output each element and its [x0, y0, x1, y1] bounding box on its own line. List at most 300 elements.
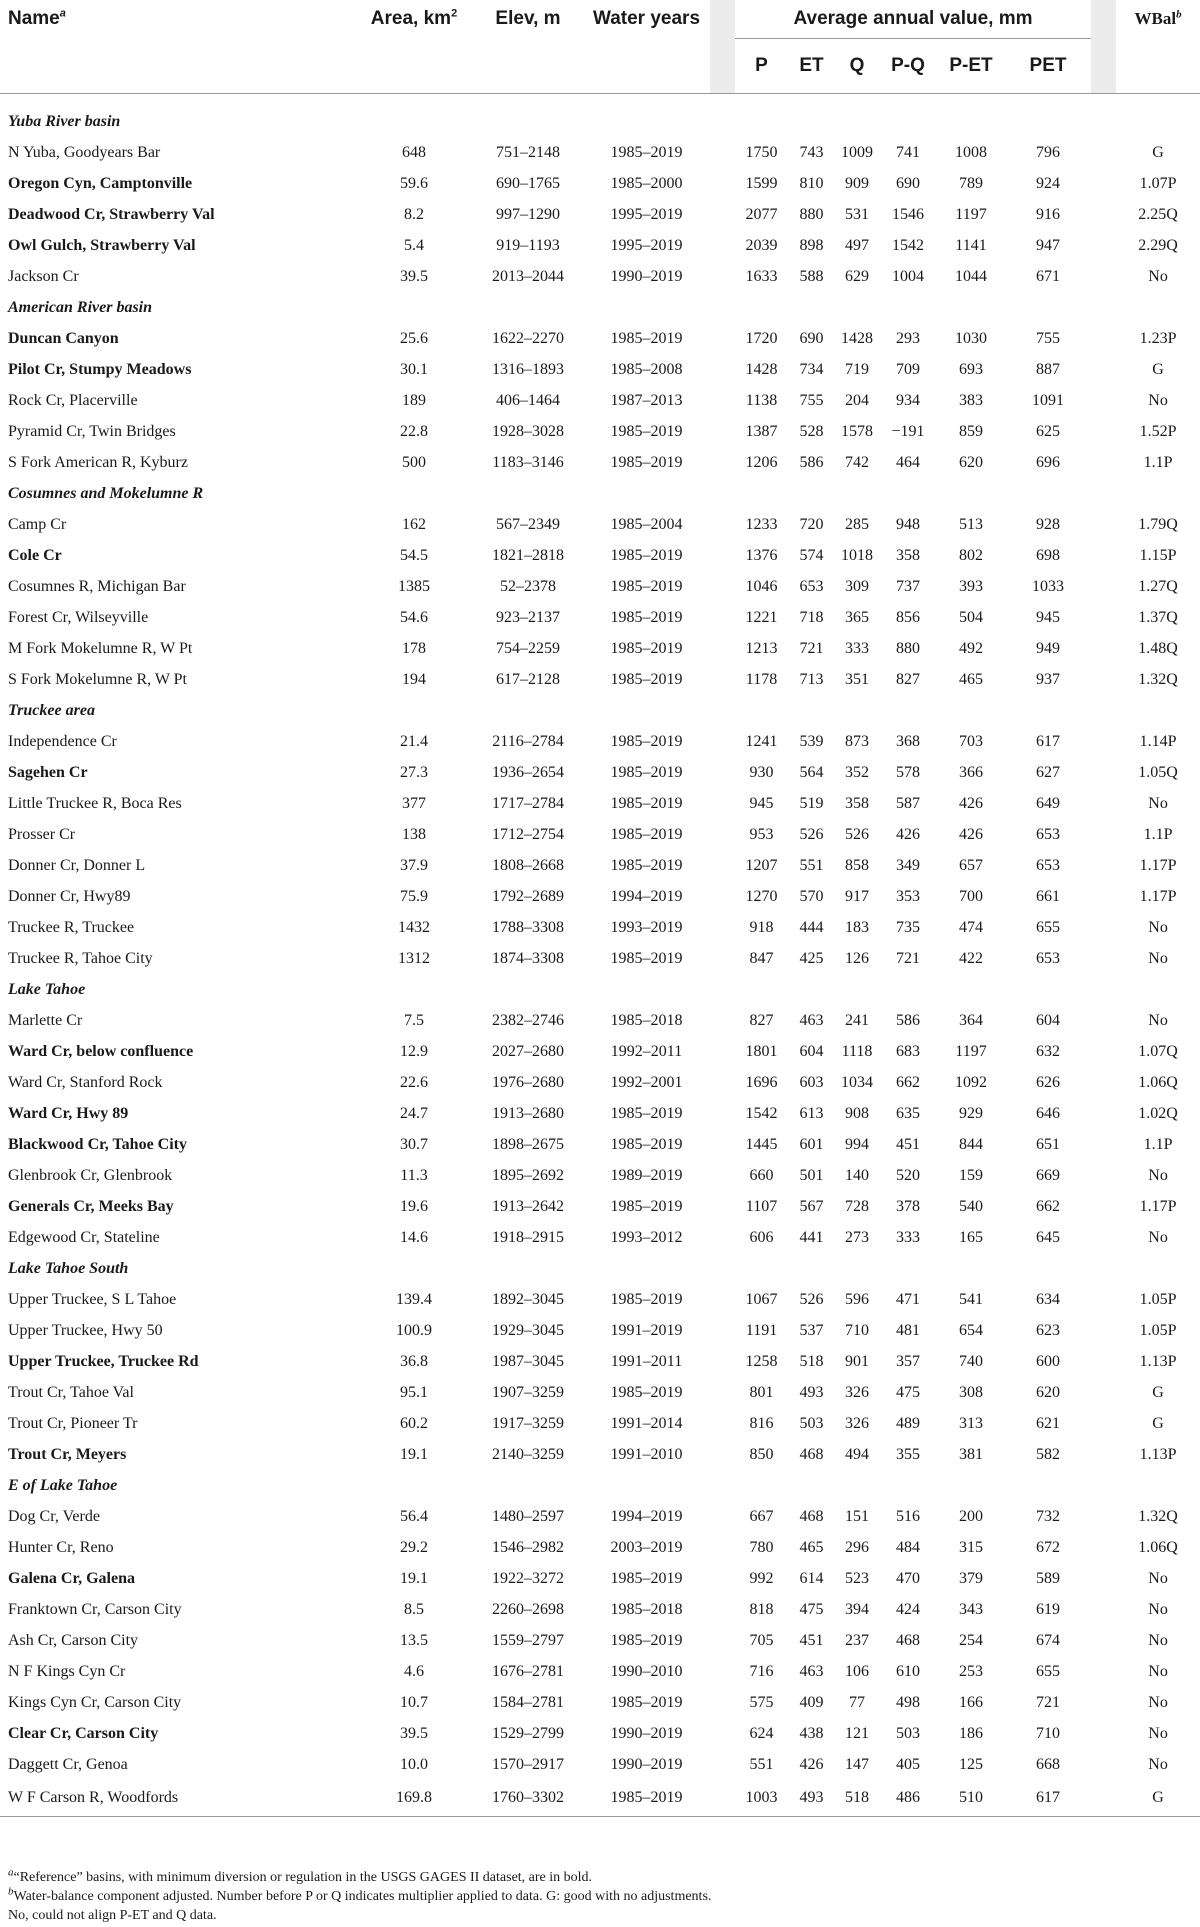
p-cell: 1067 [745, 1290, 778, 1308]
basin-name-cell: Independence Cr [8, 732, 117, 750]
wbal-cell: 1.23P [1139, 329, 1177, 347]
years-cell: 1985–2019 [610, 453, 683, 471]
area-cell: 162 [402, 515, 426, 533]
years-cell: 1985–2019 [610, 422, 683, 440]
years-cell: 1993–2019 [610, 918, 683, 936]
elev-cell: 1546–2982 [492, 1538, 564, 1556]
elev-cell: 1913–2642 [492, 1197, 564, 1215]
p-et-cell: 393 [959, 577, 983, 595]
column-gap [1091, 1594, 1116, 1625]
column-gap [710, 881, 735, 912]
years-cell: 1991–2010 [610, 1445, 683, 1463]
p-et-cell: 541 [959, 1290, 983, 1308]
column-gap [1091, 819, 1116, 850]
elev-cell: 1717–2784 [492, 794, 564, 812]
section-title: Truckee area [8, 701, 95, 719]
col-header-et: ET [788, 39, 835, 94]
area-cell: 27.3 [400, 763, 428, 781]
col-header-p-q: P-Q [879, 39, 937, 94]
elev-cell: 1929–3045 [492, 1321, 564, 1339]
q-cell: 1118 [841, 1042, 873, 1060]
table-row [0, 1532, 1200, 1563]
column-gap [1091, 1222, 1116, 1253]
p-cell: 1207 [745, 856, 778, 874]
wbal-cell: 2.29Q [1138, 236, 1178, 254]
elev-cell: 754–2259 [496, 639, 560, 657]
p-q-cell: 1004 [892, 267, 924, 285]
basin-name-cell: Upper Truckee, Truckee Rd [8, 1352, 199, 1370]
basin-name-cell: Franktown Cr, Carson City [8, 1600, 182, 1618]
wbal-cell: No [1148, 267, 1168, 285]
years-cell: 1985–2018 [610, 1011, 683, 1029]
et-cell: 690 [799, 329, 824, 347]
et-cell: 653 [799, 577, 824, 595]
et-cell: 493 [799, 1383, 824, 1401]
pet-cell: 617 [1005, 1780, 1091, 1817]
elev-cell: 1529–2799 [492, 1724, 564, 1742]
years-cell: 1990–2019 [610, 1724, 683, 1742]
section-header-row [0, 1470, 1200, 1501]
years-cell: 2003–2019 [610, 1538, 683, 1556]
area-cell: 8.5 [404, 1600, 424, 1618]
column-gap [710, 199, 735, 230]
p-q-cell: 516 [896, 1507, 920, 1525]
years-cell: 1994–2019 [610, 887, 683, 905]
basin-name-cell: Glenbrook Cr, Glenbrook [8, 1166, 173, 1184]
years-cell: 1985–2019 [610, 732, 683, 750]
q-cell: 147 [845, 1755, 869, 1773]
basin-name-cell: N F Kings Cyn Cr [8, 1662, 126, 1680]
table-row [0, 354, 1200, 385]
elev-cell: 1936–2654 [492, 763, 564, 781]
years-cell: 1990–2010 [610, 1662, 683, 1680]
years-cell: 1985–2019 [610, 794, 683, 812]
table-row [0, 1160, 1200, 1191]
p-q-cell: 610 [896, 1662, 920, 1680]
column-gap [1091, 416, 1116, 447]
p-et-cell: 1092 [955, 1073, 987, 1091]
p-cell: 1750 [745, 143, 778, 161]
wbal-cell: No [1148, 1724, 1168, 1742]
pet-cell: 1033 [1032, 577, 1065, 595]
p-q-cell: 934 [896, 391, 920, 409]
years-cell: 1990–2019 [610, 267, 683, 285]
p-cell: 1178 [745, 670, 778, 688]
p-et-cell: 700 [959, 887, 983, 905]
years-cell: 1991–2011 [610, 1352, 683, 1370]
q-cell: 596 [845, 1290, 869, 1308]
area-cell: 39.5 [400, 1724, 428, 1742]
p-et-cell: 364 [959, 1011, 983, 1029]
p-cell: 953 [749, 825, 774, 843]
table-row [0, 1718, 1200, 1749]
elev-cell: 406–1464 [496, 391, 560, 409]
wbal-cell: 1.79Q [1138, 515, 1178, 533]
area-cell: 139.4 [396, 1290, 432, 1308]
years-cell: 1985–2000 [610, 174, 683, 192]
p-cell: 1191 [745, 1321, 778, 1339]
basin-name-cell: Cosumnes R, Michigan Bar [8, 577, 186, 595]
wbal-cell: 1.1P [1143, 1135, 1173, 1153]
basin-name-cell: Generals Cr, Meeks Bay [8, 1197, 174, 1215]
q-cell: 901 [845, 1352, 869, 1370]
p-et-cell: 789 [959, 174, 983, 192]
p-cell: 945 [749, 794, 774, 812]
section-title: Cosumnes and Mokelumne R [8, 484, 204, 502]
header-row-1 [0, 0, 1200, 39]
p-cell: 847 [749, 949, 774, 967]
years-cell: 1985–2008 [610, 360, 683, 378]
column-gap [710, 819, 735, 850]
wbal-cell: No [1148, 918, 1168, 936]
table-row [0, 1098, 1200, 1129]
pet-cell: 937 [1036, 670, 1061, 688]
years-cell: 1985–2019 [610, 329, 683, 347]
basin-name-cell: Donner Cr, Hwy89 [8, 887, 131, 905]
p-et-cell: 504 [959, 608, 983, 626]
p-cell: 1599 [745, 174, 778, 192]
basin-name-cell: Trout Cr, Pioneer Tr [8, 1414, 138, 1432]
area-cell: 10.0 [400, 1755, 428, 1773]
wbal-cell: No [1148, 1755, 1168, 1773]
p-et-cell: 186 [959, 1724, 983, 1742]
p-q-cell: 735 [896, 918, 920, 936]
elev-cell: 617–2128 [496, 670, 560, 688]
p-et-cell: 254 [959, 1631, 983, 1649]
column-gap [710, 540, 735, 571]
column-gap [710, 664, 735, 695]
q-cell: 497 [845, 236, 869, 254]
basin-name-cell: Prosser Cr [8, 825, 76, 843]
wbal-cell: 1.15P [1139, 546, 1177, 564]
years-cell: 1985–2019 [610, 1569, 683, 1587]
q-cell: 183 [845, 918, 869, 936]
table-row [0, 943, 1200, 974]
q-cell: 204 [845, 391, 869, 409]
p-et-cell: 1030 [955, 329, 987, 347]
q-cell: 728 [845, 1197, 869, 1215]
footnote-a [8, 1866, 593, 1887]
p-q-cell: 471 [896, 1290, 920, 1308]
p-cell: 551 [749, 1755, 774, 1773]
table-row [0, 912, 1200, 943]
elev-cell: 1788–3308 [492, 918, 564, 936]
et-cell: 475 [799, 1600, 824, 1618]
wbal-cell: 1.05P [1139, 1321, 1177, 1339]
p-et-cell: 379 [959, 1569, 983, 1587]
pet-cell: 653 [1036, 949, 1061, 967]
p-et-cell: 703 [959, 732, 983, 750]
table-row [0, 261, 1200, 292]
p-q-cell: 424 [896, 1600, 920, 1618]
column-gap [1091, 1501, 1116, 1532]
et-cell: 588 [799, 267, 824, 285]
table-row [0, 1625, 1200, 1656]
years-cell: 1995–2019 [610, 236, 683, 254]
p-et-cell: 313 [959, 1414, 983, 1432]
column-gap [1091, 509, 1116, 540]
wbal-cell: No [1148, 1662, 1168, 1680]
p-cell: 780 [749, 1538, 774, 1556]
p-et-cell: 381 [959, 1445, 983, 1463]
q-cell: 273 [845, 1228, 869, 1246]
area-cell: 21.4 [400, 732, 428, 750]
table-row [0, 137, 1200, 168]
table-row [0, 168, 1200, 199]
pet-cell: 619 [1036, 1600, 1061, 1618]
basin-name-cell: Daggett Cr, Genoa [8, 1755, 128, 1773]
p-cell: 1696 [745, 1073, 778, 1091]
footnote-text: “Reference” basins, with minimum diversion or regulation in the USGS GAGES II dataset, are in bold. [13, 1870, 593, 1885]
basin-name-cell: Jackson Cr [8, 267, 79, 285]
p-q-cell: 503 [896, 1724, 920, 1742]
elev-cell: 2260–2698 [492, 1600, 564, 1618]
basin-name-cell: Marlette Cr [8, 1011, 83, 1029]
basin-name-cell: Rock Cr, Placerville [8, 391, 138, 409]
et-cell: 468 [799, 1507, 824, 1525]
p-cell: 716 [749, 1662, 774, 1680]
q-cell: 629 [845, 267, 869, 285]
area-cell: 194 [402, 670, 426, 688]
table-body [0, 106, 1200, 1817]
area-cell: 500 [402, 453, 426, 471]
years-cell: 1985–2019 [610, 1693, 683, 1711]
col-header-name [0, 0, 355, 39]
wbal-cell: No [1148, 391, 1168, 409]
p-et-cell: 253 [959, 1662, 983, 1680]
wbal-cell: No [1148, 949, 1168, 967]
elev-cell: 1760–3302 [473, 1780, 583, 1817]
basin-name-cell: Upper Truckee, S L Tahoe [8, 1290, 177, 1308]
p-et-cell: 366 [959, 763, 983, 781]
p-cell: 1107 [745, 1197, 778, 1215]
years-cell: 1985–2019 [610, 546, 683, 564]
elev-cell: 919–1193 [496, 236, 560, 254]
column-gap [1091, 1098, 1116, 1129]
area-cell: 100.9 [396, 1321, 432, 1339]
p-cell: 827 [749, 1011, 774, 1029]
area-cell: 5.4 [404, 236, 424, 254]
column-gap [710, 850, 735, 881]
q-cell: 106 [845, 1662, 869, 1680]
header-gap [710, 0, 735, 39]
wbal-footnote-marker: b [1176, 8, 1182, 21]
column-gap [710, 509, 735, 540]
column-gap [710, 1005, 735, 1036]
years-cell: 1985–2019 [610, 949, 683, 967]
p-q-cell: 721 [896, 949, 920, 967]
column-gap [1091, 1780, 1116, 1817]
column-gap [710, 602, 735, 633]
column-gap [710, 1160, 735, 1191]
p-q-cell: 484 [896, 1538, 920, 1556]
p-et-cell: 1044 [955, 267, 987, 285]
table-row [0, 1346, 1200, 1377]
basin-name-cell: Pyramid Cr, Twin Bridges [8, 422, 176, 440]
p-q-cell: 426 [896, 825, 920, 843]
column-gap [1091, 1067, 1116, 1098]
p-q-cell: 587 [896, 794, 920, 812]
pet-cell: 924 [1036, 174, 1061, 192]
pet-cell: 947 [1036, 236, 1061, 254]
q-cell: 121 [845, 1724, 869, 1742]
p-cell: 1213 [745, 639, 778, 657]
p-cell: 1046 [745, 577, 778, 595]
p-q-cell: 464 [896, 453, 920, 471]
column-gap [710, 354, 735, 385]
elev-cell: 1622–2270 [492, 329, 564, 347]
column-gap [710, 1749, 735, 1780]
column-gap [1091, 323, 1116, 354]
section-title: Lake Tahoe [8, 980, 86, 998]
wbal-cell: G [1152, 360, 1164, 378]
q-cell: 241 [845, 1011, 869, 1029]
table-row [0, 1563, 1200, 1594]
years-cell: 1985–2019 [610, 608, 683, 626]
basin-name-cell: Duncan Canyon [8, 329, 119, 347]
column-gap [1091, 757, 1116, 788]
pet-cell: 649 [1036, 794, 1061, 812]
et-cell: 570 [799, 887, 824, 905]
et-cell: 713 [799, 670, 824, 688]
column-gap [1091, 1284, 1116, 1315]
q-cell: 526 [845, 825, 869, 843]
column-gap [1091, 1625, 1116, 1656]
col-header-pet: PET [1005, 39, 1091, 94]
elev-cell: 1570–2917 [492, 1755, 564, 1773]
elev-cell: 1183–3146 [492, 453, 564, 471]
area-cell: 13.5 [400, 1631, 428, 1649]
pet-cell: 674 [1036, 1631, 1061, 1649]
p-cell: 1376 [745, 546, 778, 564]
p-cell: 1801 [745, 1042, 778, 1060]
basin-name-cell: Upper Truckee, Hwy 50 [8, 1321, 163, 1339]
col-header-years: Water years [592, 8, 701, 30]
elev-cell: 1907–3259 [492, 1383, 564, 1401]
column-gap [1091, 1687, 1116, 1718]
table-row [0, 1408, 1200, 1439]
p-et-cell: 165 [959, 1228, 983, 1246]
basin-name-cell: Kings Cyn Cr, Carson City [8, 1693, 182, 1711]
table-row [0, 881, 1200, 912]
wbal-cell: 1.06Q [1138, 1538, 1178, 1556]
col-header-p-et: P-ET [937, 39, 1005, 94]
p-et-cell: 1197 [955, 205, 987, 223]
section-title: American River basin [8, 298, 153, 316]
pet-cell: 653 [1036, 825, 1061, 843]
years-cell: 1985–2019 [610, 639, 683, 657]
area-cell: 19.1 [400, 1569, 428, 1587]
et-cell: 526 [799, 1290, 824, 1308]
pet-cell: 655 [1036, 918, 1061, 936]
p-et-cell: 125 [959, 1755, 983, 1773]
column-gap [1091, 1749, 1116, 1780]
area-cell: 1432 [398, 918, 430, 936]
table-row [0, 1315, 1200, 1346]
p-et-cell: 693 [959, 360, 983, 378]
pet-cell: 698 [1036, 546, 1061, 564]
area-cell: 377 [402, 794, 426, 812]
elev-cell: 1559–2797 [492, 1631, 564, 1649]
column-gap [1091, 788, 1116, 819]
p-et-cell: 513 [959, 515, 983, 533]
pet-cell: 655 [1036, 1662, 1061, 1680]
area-cell: 36.8 [400, 1352, 428, 1370]
section-header-row [0, 106, 1200, 137]
q-cell: 1018 [841, 546, 873, 564]
basin-name-cell: Dog Cr, Verde [8, 1507, 100, 1525]
area-cell: 19.1 [400, 1445, 428, 1463]
years-cell: 1985–2019 [610, 856, 683, 874]
p-q-cell: 486 [879, 1780, 937, 1817]
p-et-cell: 315 [959, 1538, 983, 1556]
column-gap [710, 943, 735, 974]
column-gap [1091, 199, 1116, 230]
p-et-cell: 426 [959, 825, 983, 843]
years-cell: 1985–2018 [610, 1600, 683, 1618]
table-row [0, 819, 1200, 850]
elev-cell: 1316–1893 [492, 360, 564, 378]
header-gap [710, 39, 735, 94]
wbal-cell: 1.52P [1139, 422, 1177, 440]
elev-cell: 2140–3259 [492, 1445, 564, 1463]
q-cell: 908 [845, 1104, 869, 1122]
p-cell: 1233 [745, 515, 778, 533]
p-cell: 2077 [745, 205, 778, 223]
pet-cell: 626 [1036, 1073, 1061, 1091]
section-title: Lake Tahoe South [8, 1259, 129, 1277]
et-cell: 718 [799, 608, 824, 626]
column-gap [1091, 261, 1116, 292]
p-cell: 850 [749, 1445, 774, 1463]
pet-cell: 732 [1036, 1507, 1061, 1525]
et-cell: 441 [799, 1228, 824, 1246]
table-row [0, 1222, 1200, 1253]
header-blank [0, 39, 710, 94]
pet-cell: 949 [1036, 639, 1061, 657]
column-gap [1091, 633, 1116, 664]
et-cell: 425 [799, 949, 824, 967]
basin-name-cell: Sagehen Cr [8, 763, 88, 781]
column-gap [710, 1563, 735, 1594]
p-q-cell: 948 [896, 515, 920, 533]
basin-name-cell: Donner Cr, Donner L [8, 856, 146, 874]
pet-cell: 928 [1036, 515, 1061, 533]
elev-cell: 1821–2818 [492, 546, 564, 564]
column-gap [1091, 602, 1116, 633]
col-header-area [355, 0, 473, 39]
p-et-cell: 426 [959, 794, 983, 812]
table-row [0, 850, 1200, 881]
et-cell: 755 [799, 391, 824, 409]
basin-name-cell: Pilot Cr, Stumpy Meadows [8, 360, 192, 378]
p-q-cell: 1542 [892, 236, 924, 254]
p-q-cell: 451 [896, 1135, 920, 1153]
years-cell: 1985–2019 [610, 1383, 683, 1401]
et-cell: 526 [799, 825, 824, 843]
area-cell: 7.5 [404, 1011, 424, 1029]
p-q-cell: 498 [896, 1693, 920, 1711]
column-gap [1091, 1656, 1116, 1687]
q-cell: 77 [849, 1693, 865, 1711]
table-row [0, 633, 1200, 664]
p-et-cell: 929 [959, 1104, 983, 1122]
et-cell: 537 [799, 1321, 824, 1339]
et-cell: 734 [799, 360, 824, 378]
area-cell: 56.4 [400, 1507, 428, 1525]
p-cell: 624 [749, 1724, 774, 1742]
wbal-cell: 1.13P [1139, 1352, 1177, 1370]
